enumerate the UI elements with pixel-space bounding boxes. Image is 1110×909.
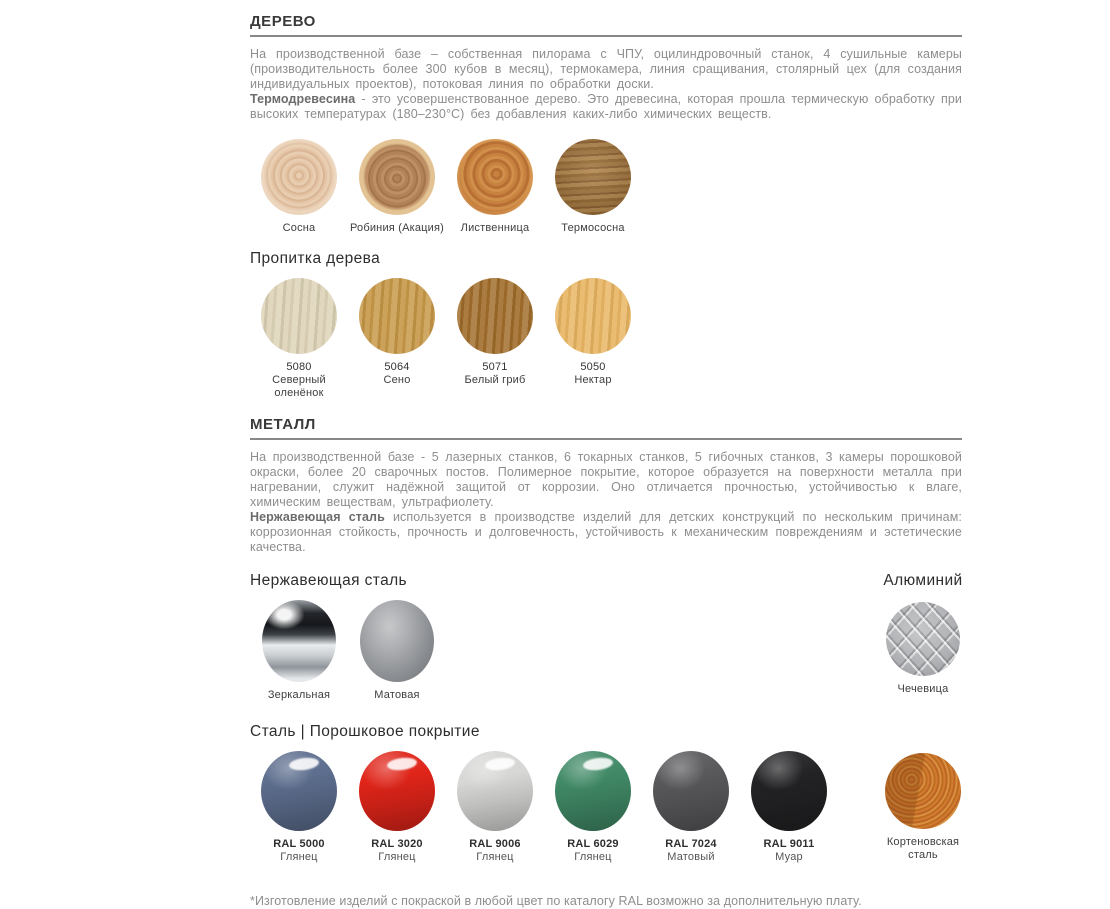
wood-species-item [250, 139, 348, 235]
powder-coating-title: Сталь | Порошковое покрытие [250, 723, 480, 740]
ral-5000-swatch [261, 751, 337, 831]
ral-finish: Глянец [574, 851, 612, 863]
metal-section-title: МЕТАЛЛ [250, 416, 316, 433]
ral-code: RAL 7024 [665, 838, 717, 850]
impregnation-swatch-5080 [261, 278, 337, 354]
wood-species-row [250, 139, 962, 235]
aluminum-block [874, 571, 972, 696]
impregnation-code: 5080 [286, 361, 312, 373]
ral-finish: Муар [775, 851, 803, 863]
footnote: *Изготовление изделий с покраской в любой цвет по каталогу RAL возможно за дополнительную плату. [250, 894, 862, 908]
metal-intro-text: На производственной базе - 5 лазерных станков, 6 токарных станков, 5 гибочных станков, 3 камеры порошковой окраски, более 20 сварочных постов. Полимерное покрытие, которое образуется на поверхности металла при нагревании, служит надёжной защитой от коррозии. Оно отличается прочностью, устойчивостью к влаге, химическим веществам, ультрафиолету. [250, 450, 962, 509]
ral-finish: Глянец [476, 851, 514, 863]
ral-code: RAL 9011 [763, 838, 815, 850]
ral-item [446, 751, 544, 864]
swatch-label [574, 361, 611, 387]
mirror-steel-swatch [262, 600, 336, 682]
ral-finish: Глянец [280, 851, 318, 863]
impregnation-name: Сено [383, 374, 411, 386]
metal-intro-paragraph [250, 450, 962, 510]
impregnation-code: 5064 [384, 361, 410, 373]
swatch-label: Кортеновская сталь [886, 836, 960, 861]
swatch-label [567, 838, 619, 864]
swatch-label: Сосна [282, 222, 316, 234]
thermopine-wood-swatch [555, 139, 631, 215]
aluminum-title: Алюминий [883, 572, 963, 589]
wood-intro-paragraph [250, 47, 962, 92]
wood-species-item [348, 139, 446, 235]
impregnation-code: 5050 [580, 361, 606, 373]
ral-item [348, 751, 446, 864]
impregnation-name: Белый гриб [464, 374, 526, 386]
stainless-term: Нержавеющая сталь [250, 510, 385, 524]
swatch-label: Чечевица [897, 683, 949, 695]
wood-section-title: ДЕРЕВО [250, 13, 316, 30]
pine-wood-swatch [261, 139, 337, 215]
wood-species-item [446, 139, 544, 235]
impregnation-row [250, 278, 962, 400]
swatch-label [371, 838, 423, 864]
ral-item [642, 751, 740, 864]
impregnation-swatch-5064 [359, 278, 435, 354]
checker-plate-swatch [886, 602, 960, 676]
ral-code: RAL 5000 [273, 838, 325, 850]
wood-intro-text: На производственной базе – собственная пилорама с ЧПУ, оцилиндровочный станок, 4 сушильные камеры (производительность более 300 кубов в месяц), термокамера, линия сращивания, столярный цех (для создания индивидуальных проектов), потоковая линия по обработки доски. [250, 47, 962, 91]
impregnation-name: Нектар [574, 374, 612, 386]
swatch-label [273, 838, 325, 864]
stainless-row [250, 600, 962, 702]
impregnation-swatch-5071 [457, 278, 533, 354]
corten-steel-swatch [885, 753, 961, 829]
swatch-label [764, 838, 815, 864]
ral-3020-swatch [359, 751, 435, 831]
swatch-label: Термососна [561, 222, 625, 234]
content-column [250, 0, 962, 909]
thermowood-description: - это усовершенствованное дерево. Это древесина, которая прошла термическую обработку при высоких температурах (180–230°С) без добавления каких-либо химических веществ. [250, 92, 962, 121]
stainless-title: Нержавеющая сталь [250, 572, 408, 589]
stainless-item [348, 600, 446, 702]
ral-7024-swatch [653, 751, 729, 831]
ral-6029-swatch [555, 751, 631, 831]
ral-9011-swatch [751, 751, 827, 831]
swatch-label [665, 838, 717, 864]
swatch-label: Робиния (Акация) [349, 222, 445, 234]
matte-steel-swatch [360, 600, 434, 682]
ral-item [544, 751, 642, 864]
section-divider [250, 35, 962, 37]
wood-species-item [544, 139, 642, 235]
swatch-label [464, 361, 525, 387]
corten-block [874, 751, 972, 862]
ral-finish: Матовый [667, 851, 715, 863]
ral-code: RAL 6029 [567, 838, 619, 850]
stainless-paragraph [250, 510, 962, 555]
swatch-label [469, 838, 521, 864]
impregnation-item [544, 278, 642, 400]
ral-code: RAL 3020 [371, 838, 423, 850]
section-divider [250, 438, 962, 440]
impregnation-title: Пропитка дерева [250, 250, 381, 267]
ral-item [740, 751, 838, 864]
stainless-aluminum-block [250, 571, 962, 702]
swatch-label [250, 361, 348, 400]
ral-finish: Глянец [378, 851, 416, 863]
ral-9006-swatch [457, 751, 533, 831]
thermowood-paragraph [250, 92, 962, 122]
impregnation-name: Северный оленёнок [272, 374, 326, 399]
swatch-label [383, 361, 410, 387]
powder-coating-row [250, 751, 962, 864]
larch-wood-swatch [457, 139, 533, 215]
impregnation-item [250, 278, 348, 400]
robinia-wood-swatch [359, 139, 435, 215]
stainless-item [250, 600, 348, 702]
impregnation-code: 5071 [482, 361, 508, 373]
impregnation-item [446, 278, 544, 400]
swatch-label: Лиственница [460, 222, 530, 234]
swatch-label: Зеркальная [267, 689, 331, 701]
ral-code: RAL 9006 [469, 838, 521, 850]
ral-item [250, 751, 348, 864]
impregnation-swatch-5050 [555, 278, 631, 354]
thermowood-term: Термодревесина [250, 92, 356, 106]
swatch-label: Матовая [374, 689, 420, 701]
impregnation-item [348, 278, 446, 400]
stainless-description: используется в производстве изделий для детских конструкций по нескольким причинам: коррозионная стойкость, прочность и долговечность, устойчивость к механическим повреждениям и эстетические качества. [250, 510, 962, 554]
